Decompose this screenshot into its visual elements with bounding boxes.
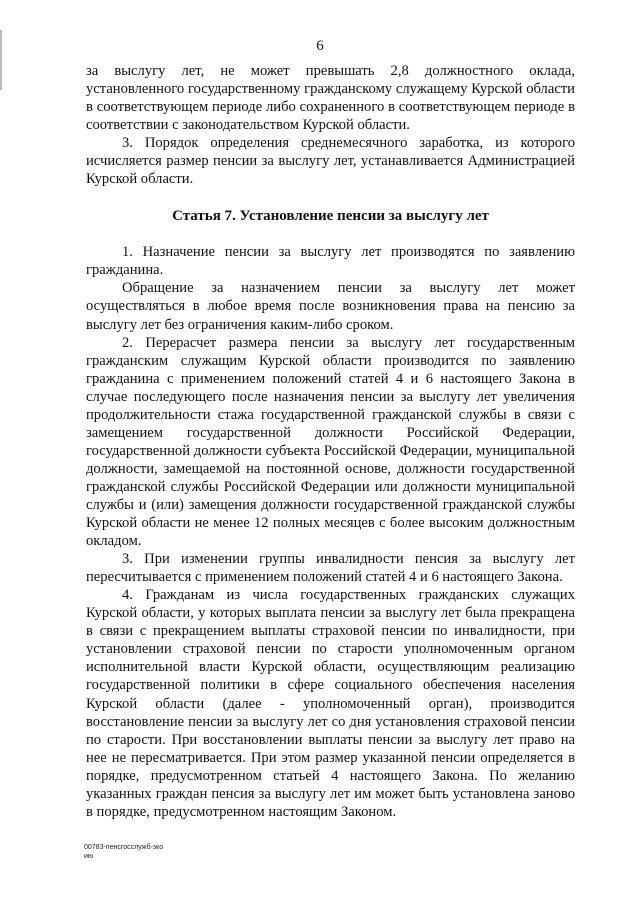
page-number: 6 <box>316 38 324 54</box>
paragraph-continuation: за выслугу лет, не может превышать 2,8 должностного оклада, установленного государственному гражданскому служащему Курской области в соответствующем периоде либо сохраненного в соответствующем периоде в соответствии с законодательством Курской области. <box>86 63 575 134</box>
paragraph-item-1: 1. Назначение пенсии за выслугу лет производятся по заявлению гражданина. <box>86 244 575 279</box>
footer-file-code: 00783-пенсгосслужб-зко <box>84 844 164 851</box>
document-footer <box>84 843 163 861</box>
document-body <box>86 62 575 821</box>
footer-file-code-cont: ию <box>84 853 94 860</box>
paragraph-item-3-disability: 3. При изменении группы инвалидности пенсия за выслугу лет пересчитывается с применением положений статей 4 и 6 настоящего Закона. <box>86 551 575 586</box>
paragraph-item-3: 3. Порядок определения среднемесячного заработка, из которого исчисляется размер пенсии за выслугу лет, устанавливается Администрацией Курской области. <box>86 135 575 188</box>
paragraph-item-4: 4. Гражданам из числа государственных гражданских служащих Курской области, у которых выплата пенсии за выслугу лет была прекращена в связи с прекращением выплаты страховой пенсии по инвалидности, при установлении страховой пенсии по старости уполномоченным органом исполнительной власти Курской области, осуществляющим реализацию государственной политики в сфере социального обеспечения населения Курской области (далее - уполномоченный орган), производится восстановление пенсии за выслугу лет со дня установления страховой пенсии по старости. При восстановлении выплаты пенсии за выслугу лет право на нее не пересматривается. При этом размер указанной пенсии определяется в порядке, предусмотренном статьей 4 настоящего Закона. По желанию указанных граждан пенсия за выслугу лет им может быть установлена заново в порядке, предусмотренном настоящим Законом. <box>86 587 575 820</box>
paragraph-application: Обращение за назначением пенсии за выслугу лет может осуществляться в любое время после возникновения права на пенсию за выслугу лет без ограничения каким-либо сроком. <box>86 280 575 333</box>
article-title: Статья 7. Установление пенсии за выслугу лет <box>172 208 489 225</box>
paragraph-item-2: 2. Перерасчет размера пенсии за выслугу лет государственным гражданским служащим Курской области производится по заявлению гражданина с применением положений статей 4 и 6 настоящего Закона в случае последующего после назначения пенсии за выслугу лет увеличения продолжительности стажа государственной гражданской службы в связи с замещением государственной должности Российской Федерации, государственной должности субъекта Российской Федерации, муниципальной должности, замещаемой на постоянной основе, должности государственной гражданской службы Российской Федерации или должности муниципальной службы и (или) замещения должности государственной гражданской службы Курской области не менее 12 полных месяцев с более высоким должностным окладом. <box>86 334 575 550</box>
